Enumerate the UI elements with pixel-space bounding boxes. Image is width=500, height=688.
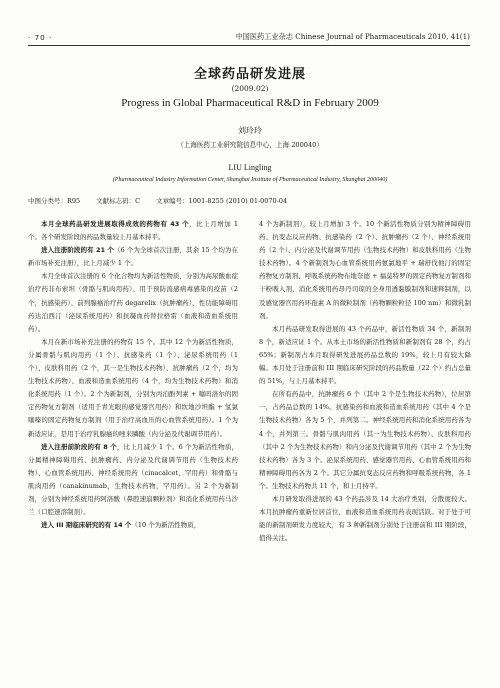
article-meta [28,196,287,205]
article-title: 全球药品研发进展 [193,67,306,82]
paragraph: 进入注册前阶段的有 8 个，比上月减少 1 个。6 个为新活性物质，分属精神障碍用药、抗肿瘤药、内分泌及代谢调节用药（生物技术药物）、心血管系统用药、神经系统用药（cinacalcet，罕用药）和骨骼与肌肉用药（canakinumab，生物技术药物，罕用药）。另 2 个为新制剂，分别为神经系统用药阿洛酸（鼻腔速崩颗粒剂）和消化系统用药马沙兰（口腔速溶制剂）。 [28,442,238,517]
article-date: (2009.02) [231,84,269,93]
paragraph: 4 个为新制剂），较上月增加 3 个。10 个新活性物质分别为精神障碍用药、抗变态反应药物、抗感染药（2 个）、抗肿瘤药（2 个）、神经系统用药（2 个）、内分泌及代谢调节用药（生物技术药物）和皮肤科用药（生物技术药物）。4 个新制剂为心血管系统用药氨氯地平 + 瑞舒伐他汀的固定药物复方制剂、呼吸系统药物布地奈德 + 福莫特罗的固定药物复方制剂和干粉吸入剂、消化系统用药昂丹司琼的全身用透黏膜制剂和速释制剂，以及感觉器官用药环孢素 A 的微粒制剂（药物颗粒粒径 100 nm）和微乳制剂。 [259,220,471,320]
english-affiliation: (Pharmaceutical Industry Information Center, Shanghai Institute of Pharmaceutical Industry, Shanghai 200040) [112,177,388,183]
journal-name: 中国医药工业杂志 Chinese Journal of Pharmaceuticals 2010, 41(1) [235,32,470,41]
running-header [28,28,470,46]
paragraph: 本月研发取得进展的 43 个药品涉及 14 大治疗类别，分散度较大。本月抗肿瘤药重新位居首位，血液和造血系统用药表现活跃。对于处于可能的新制剂研发力度较大，有 3 种新制剂分别处于注册前和 III 期阶段，值得关注。 [259,494,471,543]
doc-code: 文献标志码：C [96,197,141,205]
english-author: LIU Lingling [228,163,272,172]
right-column [259,218,471,545]
paragraph: 本月全球药品研发进展取得成效的药物有 43 个，比上月增加 1 个。各个研发阶段的药品数量较上月基本持平。 [28,220,239,242]
article-id: 文章编号：1001-8255 (2010) 01-0070-04 [156,197,288,205]
english-title: Progress in Global Pharmaceutical R&D in February 2009 [121,97,379,109]
affiliation: （上海医药工业研究院信息中心，上海 200040） [177,141,323,149]
paragraph: 进入 III 期临床研究的有 14 个（10 个为新活性物质， [41,521,201,530]
paragraph: 本月药品研发取得进展的 43 个药品中，新活性物质 34 个，新制剂 8 个，新适应证 1 个。从本土市场的新活性物质和新制剂有 28 个，约占 65%；新制剂占本月取得研发进展药品总数的 19%，较上月有较大降幅。本月处于注册前和 III 期临床研究阶段的药品数量（22 个）约占总量的 51%，与上月基本持平。 [259,324,471,386]
author: 刘玲玲 [238,126,262,135]
page-number: · 70 · [28,33,53,42]
left-column [28,218,238,532]
paragraph: 进入注册阶段的有 21 个（6 个为全球首次注册，其余 15 个均为在新市场补充注册），比上月减少 1 个。 [28,246,238,268]
clc-number: 中图分类号：R95 [28,197,81,205]
paragraph: 在所有药品中，抗肿瘤药 6 个（其中 2 个是生物技术药物），位居第一，占药品总数的 14%。抗感染药和血液和造血系统用药（其中 4 个是生物技术药物）各为 5 个，并列第二。神经系统用药和消化系统用药各为 4 个，并列第三。骨骼与肌肉用药（其一为生物技术药物）、皮肤科用药（其中 2 个为生物技术药物）和内分泌及代谢调节用药（其中 2 个为生物技术药物）各为 3 个。泌尿系统用药、感觉器官用药、心血管系统用药和精神障碍用药各为 2 个。其它分属抗变态反应药物和呼吸系统药物，各 1 个。生物技术药物共 11 个，和上月持平。 [259,390,471,490]
paragraph: 本月全球首次注册的 6 个化合物均为新活性物质，分别为高尿酸血症治疗药非布索坦（骨骼与肌肉用药）、用于预防流感病毒感染的疫苗（2 个，抗感染药）、前列腺癌治疗药 degarelix（抗肿瘤药）、性功能障碍用药达泊西汀（泌尿系统用药）和抗凝血药替拉格雷（血液和造血系统用药）。 [28,272,238,333]
paragraph: 本月在新市场补充注册的药物有 15 个。其中 12 个为新活性物质，分属骨骼与肌肉用药（1 个）、抗感染药（1 个）、泌尿系统用药（1 个）、皮肤科用药（2 个，其一是生物技术药物）、抗肿瘤药（2 个，均为生物技术药物）、血液和造血系统用药（4 个，均为生物技术药物）和消化系统用药（1 个）。2 个为新制剂，分别为丙泊酚列素 + 噻吗洛尔的固定药物复方制剂（适用于青光眼的感觉器官用药）和坎地沙坦酯 + 氢氯噻嗪的固定药物复方制剂（用于治疗高血压的心血管系统用药）。1 个为新适应证，是用于治疗乳腺癌的唑来膦酸（内分泌及代谢调节用药）。 [28,337,238,438]
